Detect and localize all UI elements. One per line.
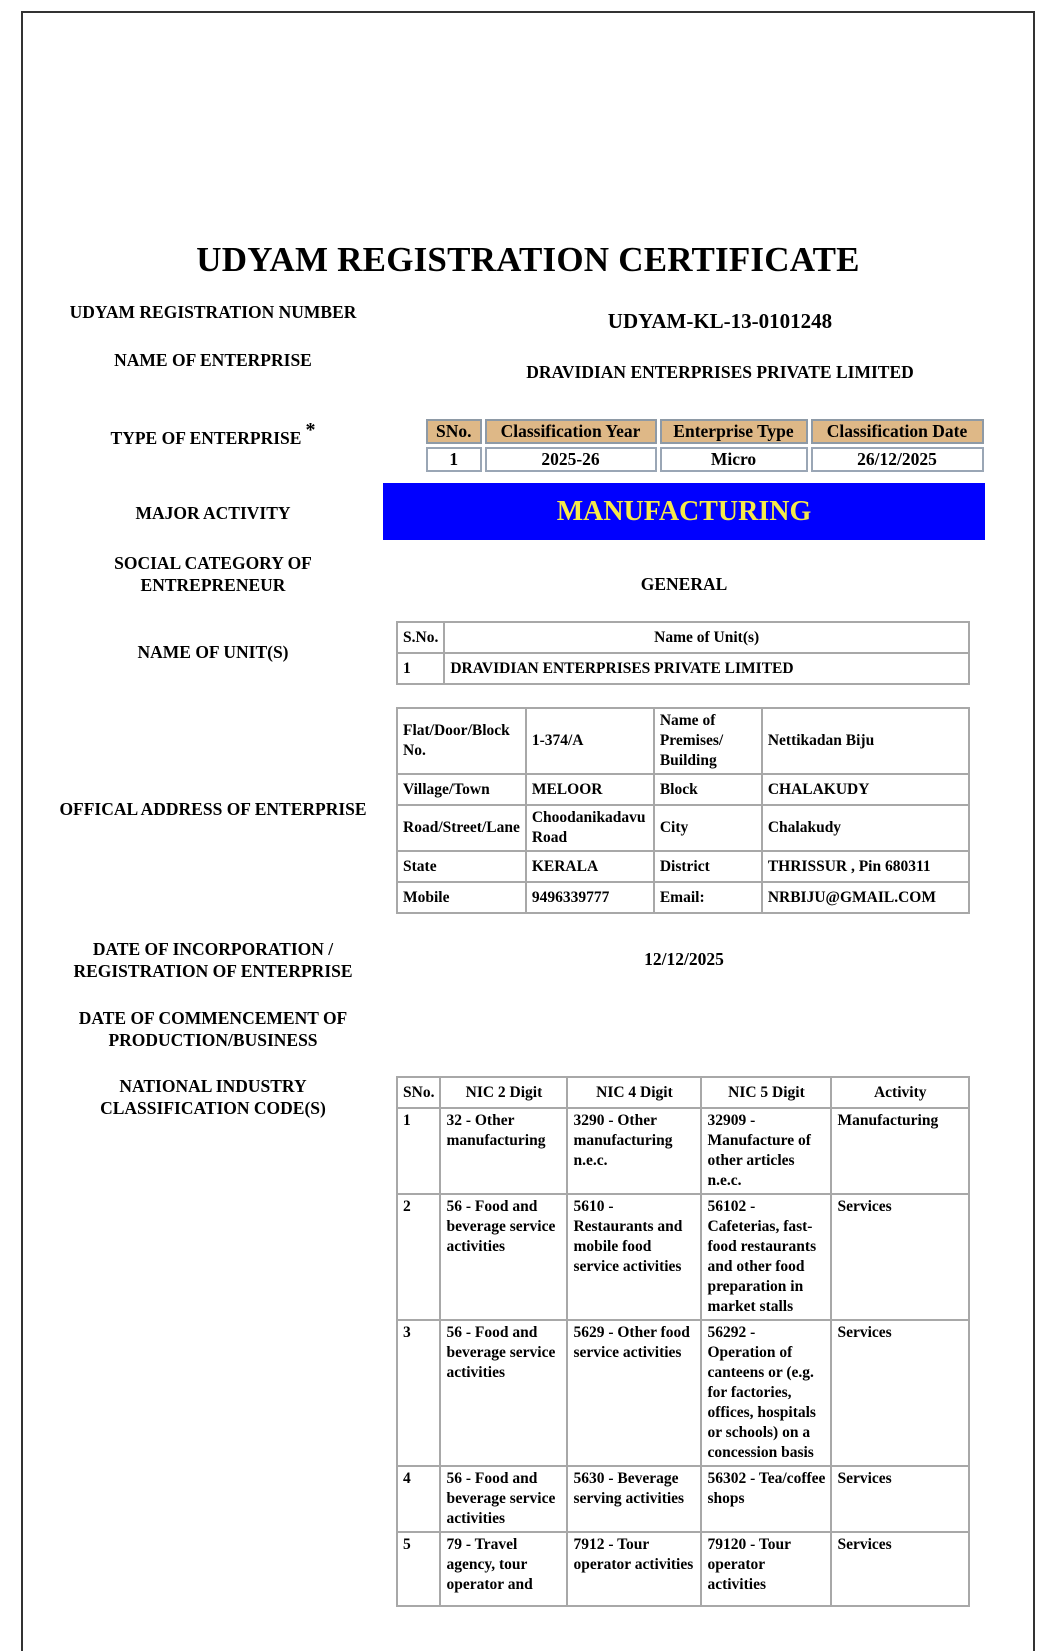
- label-social-category: [23, 552, 403, 596]
- label-social-category-line2: ENTREPRENEUR: [140, 575, 286, 595]
- label-official-address: OFFICAL ADDRESS OF ENTERPRISE: [59, 799, 367, 819]
- cell-nic-2-digit: 56 - Food and beverage service activities: [440, 1466, 567, 1532]
- address-value-cell: THRISSUR , Pin 680311: [762, 851, 969, 882]
- label-social-category-line1: SOCIAL CATEGORY OF: [114, 553, 312, 573]
- label-type-of-enterprise-text: TYPE OF ENTERPRISE: [110, 428, 302, 448]
- enterprise-type-table: [423, 416, 987, 475]
- address-label-cell: Email:: [654, 882, 762, 913]
- col-header-nic-5-digit: NIC 5 Digit: [701, 1077, 831, 1108]
- table-header-row: [397, 1077, 969, 1108]
- table-row: [397, 805, 969, 851]
- cell-enterprise-type: Micro: [660, 447, 808, 472]
- cell-activity: Services: [831, 1194, 969, 1320]
- address-value-cell: CHALAKUDY: [762, 774, 969, 805]
- table-row: [397, 708, 969, 774]
- col-header-unit-name: Name of Unit(s): [444, 622, 969, 653]
- major-activity-banner: MANUFACTURING: [383, 483, 985, 540]
- col-header-nic-2-digit: NIC 2 Digit: [440, 1077, 567, 1108]
- certificate-title: UDYAM REGISTRATION CERTIFICATE: [196, 240, 860, 279]
- cell-activity: Services: [831, 1466, 969, 1532]
- cell-sno: 1: [397, 1108, 440, 1194]
- cell-nic-5-digit: 56302 - Tea/coffee shops: [701, 1466, 831, 1532]
- label-date-incorporation-line2: REGISTRATION OF ENTERPRISE: [73, 961, 353, 981]
- label-name-of-enterprise: NAME OF ENTERPRISE: [114, 350, 312, 370]
- label-nic-codes: [23, 1075, 403, 1119]
- cell-sno: 1: [397, 653, 444, 684]
- enterprise-name: DRAVIDIAN ENTERPRISES PRIVATE LIMITED: [526, 362, 914, 382]
- cell-nic-2-digit: 79 - Travel agency, tour operator and: [440, 1532, 567, 1606]
- address-label-cell: City: [654, 805, 762, 851]
- address-value-cell: KERALA: [526, 851, 654, 882]
- cell-nic-5-digit: 32909 - Manufacture of other articles n.e.c.: [701, 1108, 831, 1194]
- table-row: [397, 1320, 969, 1466]
- label-name-of-units: NAME OF UNIT(S): [137, 642, 289, 662]
- table-header-row: [426, 419, 984, 444]
- cell-nic-4-digit: 5629 - Other food service activities: [567, 1320, 701, 1466]
- col-header-nic-4-digit: NIC 4 Digit: [567, 1077, 701, 1108]
- cell-sno: 5: [397, 1532, 440, 1606]
- col-header-sno: S.No.: [397, 622, 444, 653]
- address-value-cell: Nettikadan Biju: [762, 708, 969, 774]
- label-nic-line1: NATIONAL INDUSTRY: [119, 1076, 307, 1096]
- table-header-row: [397, 622, 969, 653]
- address-value-cell: MELOOR: [526, 774, 654, 805]
- cell-unit-name: DRAVIDIAN ENTERPRISES PRIVATE LIMITED: [444, 653, 969, 684]
- table-row: [426, 447, 984, 472]
- address-value-cell: Chalakudy: [762, 805, 969, 851]
- address-label-cell: Village/Town: [397, 774, 526, 805]
- col-header-sno: SNo.: [426, 419, 482, 444]
- cell-activity: Manufacturing: [831, 1108, 969, 1194]
- cell-nic-4-digit: 7912 - Tour operator activities: [567, 1532, 701, 1606]
- table-row: [397, 851, 969, 882]
- cell-sno: 3: [397, 1320, 440, 1466]
- table-row: [397, 1108, 969, 1194]
- label-date-commencement-line1: DATE OF COMMENCEMENT OF: [78, 1008, 348, 1028]
- label-date-commencement-line2: PRODUCTION/BUSINESS: [108, 1030, 318, 1050]
- table-row: [397, 653, 969, 684]
- address-label-cell: Block: [654, 774, 762, 805]
- label-nic-line2: CLASSIFICATION CODE(S): [100, 1098, 326, 1118]
- label-date-of-incorporation: [23, 938, 403, 982]
- nic-codes-table: [396, 1076, 970, 1607]
- cell-nic-5-digit: 79120 - Tour operator activities: [701, 1532, 831, 1606]
- certificate-page: [21, 11, 1035, 1651]
- footnote-marker: *: [305, 419, 316, 441]
- address-label-cell: Road/Street/Lane: [397, 805, 526, 851]
- col-header-sno: SNo.: [397, 1077, 440, 1108]
- address-table: [396, 707, 970, 914]
- cell-sno: 4: [397, 1466, 440, 1532]
- col-header-classification-year: Classification Year: [485, 419, 657, 444]
- label-type-of-enterprise: [23, 419, 403, 449]
- label-date-incorporation-line1: DATE OF INCORPORATION /: [92, 939, 334, 959]
- col-header-activity: Activity: [831, 1077, 969, 1108]
- address-value-cell: 1-374/A: [526, 708, 654, 774]
- cell-classification-year: 2025-26: [485, 447, 657, 472]
- address-value-cell: 9496339777: [526, 882, 654, 913]
- cell-nic-2-digit: 32 - Other manufacturing: [440, 1108, 567, 1194]
- cell-activity: Services: [831, 1532, 969, 1606]
- cell-sno: 1: [426, 447, 482, 472]
- address-label-cell: District: [654, 851, 762, 882]
- social-category: GENERAL: [640, 574, 728, 594]
- cell-activity: Services: [831, 1320, 969, 1466]
- table-row: [397, 774, 969, 805]
- table-row: [397, 1532, 969, 1606]
- cell-nic-5-digit: 56102 - Cafeterias, fast-food restaurants and other food preparation in market stalls: [701, 1194, 831, 1320]
- cell-nic-5-digit: 56292 - Operation of canteens or (e.g. for factories, offices, hospitals or schools) on a concession basis: [701, 1320, 831, 1466]
- table-row: [397, 882, 969, 913]
- cell-nic-2-digit: 56 - Food and beverage service activities: [440, 1320, 567, 1466]
- address-value-cell: NRBIJU@GMAIL.COM: [762, 882, 969, 913]
- address-label-cell: State: [397, 851, 526, 882]
- label-date-of-commencement: [23, 1007, 403, 1051]
- col-header-enterprise-type: Enterprise Type: [660, 419, 808, 444]
- label-registration-number: UDYAM REGISTRATION NUMBER: [69, 302, 357, 322]
- address-label-cell: Name of Premises/ Building: [654, 708, 762, 774]
- cell-nic-4-digit: 5610 - Restaurants and mobile food service activities: [567, 1194, 701, 1320]
- table-row: [397, 1194, 969, 1320]
- cell-nic-4-digit: 3290 - Other manufacturing n.e.c.: [567, 1108, 701, 1194]
- address-value-cell: Choodanikadavu Road: [526, 805, 654, 851]
- address-label-cell: Flat/Door/Block No.: [397, 708, 526, 774]
- cell-nic-2-digit: 56 - Food and beverage service activities: [440, 1194, 567, 1320]
- address-label-cell: Mobile: [397, 882, 526, 913]
- registration-number: UDYAM-KL-13-0101248: [607, 309, 833, 333]
- cell-classification-date: 26/12/2025: [811, 447, 984, 472]
- col-header-classification-date: Classification Date: [811, 419, 984, 444]
- date-of-incorporation: 12/12/2025: [644, 949, 724, 969]
- cell-sno: 2: [397, 1194, 440, 1320]
- table-row: [397, 1466, 969, 1532]
- units-table: [396, 621, 970, 685]
- cell-nic-4-digit: 5630 - Beverage serving activities: [567, 1466, 701, 1532]
- label-major-activity: MAJOR ACTIVITY: [135, 503, 291, 523]
